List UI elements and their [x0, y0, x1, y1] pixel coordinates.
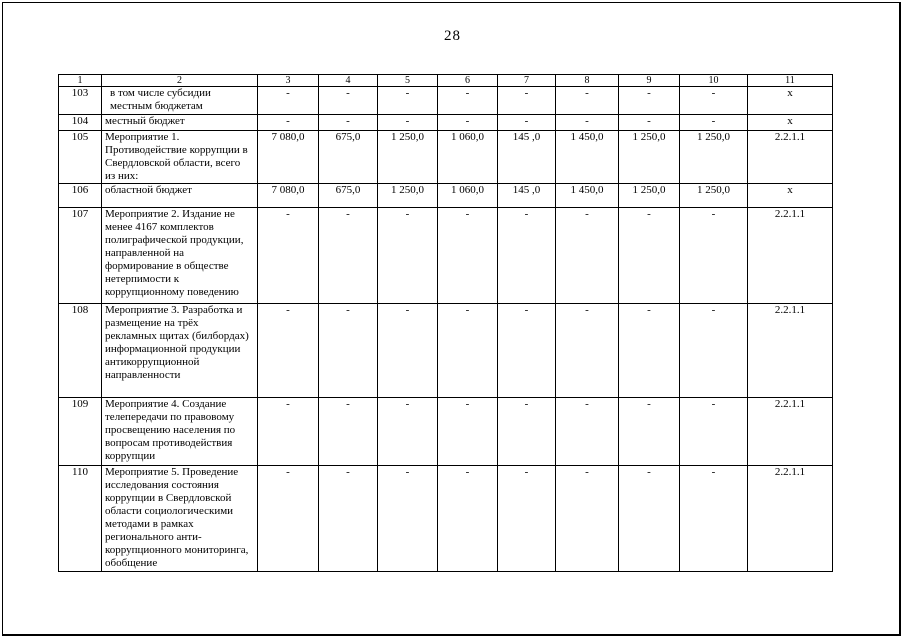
cell-value: -: [438, 304, 498, 398]
cell-value: -: [319, 398, 378, 466]
row-number: 110: [59, 466, 102, 572]
cell-value: 1 060,0: [438, 131, 498, 184]
column-number: 9: [619, 75, 680, 87]
cell-value: -: [556, 115, 619, 131]
column-number: 3: [258, 75, 319, 87]
target-code: 2.2.1.1: [748, 208, 833, 304]
cell-value: -: [319, 466, 378, 572]
cell-value: 1 060,0: [438, 184, 498, 208]
cell-value: -: [498, 87, 556, 115]
table-row: [59, 87, 833, 115]
cell-value: -: [438, 115, 498, 131]
column-number: 2: [102, 75, 258, 87]
row-name: Мероприятие 3. Разработка и размещение на трёх рекламных щитах (билбордах) информационной продукции антикоррупционной направленности: [102, 304, 258, 398]
table-row: [59, 466, 833, 572]
target-code: 2.2.1.1: [748, 304, 833, 398]
cell-value: -: [619, 87, 680, 115]
cell-value: -: [680, 208, 748, 304]
row-number: 103: [59, 87, 102, 115]
cell-value: -: [378, 466, 438, 572]
cell-value: 1 250,0: [378, 131, 438, 184]
row-name: Мероприятие 5. Проведение исследования состояния коррупции в Свердловской области социологическими методами в рамках регионального анти-коррупционного мониторинга, обобщение: [102, 466, 258, 572]
budget-table: [58, 74, 833, 572]
cell-value: 145 ,0: [498, 184, 556, 208]
row-number: 108: [59, 304, 102, 398]
cell-value: 1 250,0: [680, 184, 748, 208]
column-number: 7: [498, 75, 556, 87]
row-number: 107: [59, 208, 102, 304]
cell-value: -: [258, 208, 319, 304]
cell-value: -: [498, 398, 556, 466]
cell-value: -: [438, 208, 498, 304]
cell-value: 1 250,0: [619, 131, 680, 184]
cell-value: -: [680, 304, 748, 398]
cell-value: -: [438, 398, 498, 466]
row-number: 105: [59, 131, 102, 184]
cell-value: -: [556, 87, 619, 115]
cell-value: 1 250,0: [619, 184, 680, 208]
cell-value: -: [258, 87, 319, 115]
cell-value: -: [378, 398, 438, 466]
cell-value: -: [378, 304, 438, 398]
cell-value: -: [680, 87, 748, 115]
column-number: 6: [438, 75, 498, 87]
cell-value: -: [680, 398, 748, 466]
cell-value: -: [619, 398, 680, 466]
row-name: Мероприятие 1. Противодействие коррупции в Свердловской области, всего из них:: [102, 131, 258, 184]
column-number: 10: [680, 75, 748, 87]
column-number: 5: [378, 75, 438, 87]
table-row: [59, 208, 833, 304]
target-code: 2.2.1.1: [748, 131, 833, 184]
cell-value: -: [319, 115, 378, 131]
cell-value: -: [498, 304, 556, 398]
target-code: x: [748, 87, 833, 115]
table-row: [59, 115, 833, 131]
table-row: [59, 184, 833, 208]
table-header-row: [59, 75, 833, 87]
cell-value: 1 450,0: [556, 131, 619, 184]
column-number: 11: [748, 75, 833, 87]
cell-value: -: [258, 115, 319, 131]
cell-value: -: [378, 208, 438, 304]
cell-value: -: [619, 304, 680, 398]
target-code: 2.2.1.1: [748, 466, 833, 572]
cell-value: -: [556, 208, 619, 304]
cell-value: -: [378, 87, 438, 115]
target-code: x: [748, 184, 833, 208]
column-number: 8: [556, 75, 619, 87]
row-number: 106: [59, 184, 102, 208]
table-row: [59, 131, 833, 184]
cell-value: 1 250,0: [378, 184, 438, 208]
page-number: 28: [444, 28, 461, 44]
cell-value: 7 080,0: [258, 131, 319, 184]
cell-value: -: [319, 304, 378, 398]
row-name: в том числе субсидии местным бюджетам: [102, 87, 258, 115]
cell-value: -: [498, 115, 556, 131]
cell-value: -: [258, 398, 319, 466]
row-number: 104: [59, 115, 102, 131]
cell-value: 1 250,0: [680, 131, 748, 184]
column-number: 4: [319, 75, 378, 87]
cell-value: -: [556, 466, 619, 572]
cell-value: 145 ,0: [498, 131, 556, 184]
cell-value: -: [619, 466, 680, 572]
cell-value: 675,0: [319, 131, 378, 184]
cell-value: 675,0: [319, 184, 378, 208]
row-name: Мероприятие 2. Издание не менее 4167 комплектов полиграфической продукции, направленной на формирование в обществе нетерпимости к коррупционному поведению: [102, 208, 258, 304]
target-code: 2.2.1.1: [748, 398, 833, 466]
cell-value: -: [556, 398, 619, 466]
row-number: 109: [59, 398, 102, 466]
target-code: x: [748, 115, 833, 131]
cell-value: -: [556, 304, 619, 398]
cell-value: -: [619, 115, 680, 131]
cell-value: -: [498, 208, 556, 304]
cell-value: -: [258, 466, 319, 572]
table-row: [59, 304, 833, 398]
cell-value: -: [319, 208, 378, 304]
cell-value: -: [378, 115, 438, 131]
row-name: областной бюджет: [102, 184, 258, 208]
cell-value: -: [438, 87, 498, 115]
row-name: местный бюджет: [102, 115, 258, 131]
cell-value: -: [438, 466, 498, 572]
cell-value: -: [680, 466, 748, 572]
cell-value: 1 450,0: [556, 184, 619, 208]
cell-value: 7 080,0: [258, 184, 319, 208]
cell-value: -: [258, 304, 319, 398]
column-number: 1: [59, 75, 102, 87]
row-name: Мероприятие 4. Создание телепередачи по правовому просвещению населения по вопросам противодействия коррупции: [102, 398, 258, 466]
cell-value: -: [680, 115, 748, 131]
cell-value: -: [498, 466, 556, 572]
cell-value: -: [619, 208, 680, 304]
table-row: [59, 398, 833, 466]
cell-value: -: [319, 87, 378, 115]
